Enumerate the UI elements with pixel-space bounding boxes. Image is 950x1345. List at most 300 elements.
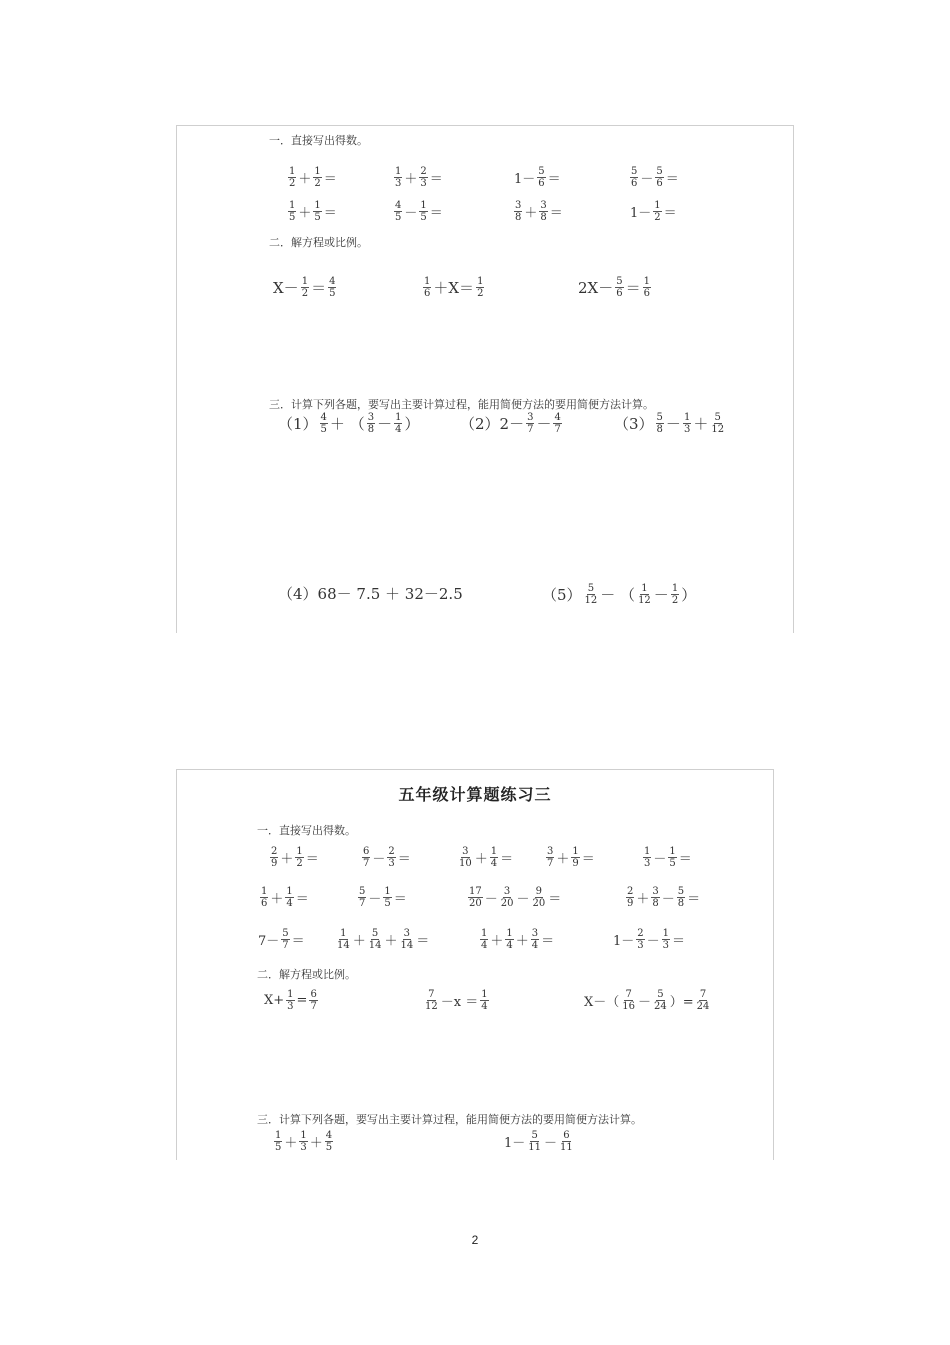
numerator: 5 bbox=[656, 166, 663, 177]
direct-answer-item bbox=[513, 200, 564, 223]
expression-text: ＝ bbox=[295, 892, 309, 907]
denominator: 8 bbox=[367, 424, 375, 435]
expression-text: ）= bbox=[669, 995, 694, 1010]
fraction bbox=[653, 989, 668, 1012]
denominator: 6 bbox=[631, 178, 638, 189]
fraction bbox=[476, 276, 484, 299]
fraction bbox=[514, 200, 522, 223]
calculation-item bbox=[541, 583, 697, 606]
expression-text: － bbox=[377, 415, 393, 433]
fraction bbox=[419, 200, 427, 223]
expression-text: － bbox=[665, 415, 681, 433]
fraction bbox=[313, 200, 321, 223]
direct-answer-item bbox=[287, 166, 338, 189]
expression-text: 1－ bbox=[514, 172, 536, 187]
expression-text: ＝ bbox=[541, 934, 555, 949]
expression-text: （4）68－ 7.5 ＋ 32－2.5 bbox=[278, 585, 463, 603]
expression-text: ＋ bbox=[515, 934, 529, 949]
fraction bbox=[313, 166, 321, 189]
numerator: 1 bbox=[644, 846, 651, 857]
expression-text: ＝ bbox=[397, 852, 411, 867]
fraction bbox=[286, 989, 294, 1012]
numerator: 3 bbox=[503, 886, 511, 897]
fraction bbox=[270, 846, 278, 869]
fraction bbox=[643, 276, 651, 299]
denominator: 4 bbox=[395, 424, 402, 435]
denominator: 2 bbox=[654, 212, 661, 223]
denominator: 6 bbox=[616, 288, 623, 299]
expression-text: ＋ bbox=[298, 172, 312, 187]
denominator: 2 bbox=[301, 288, 309, 299]
denominator: 12 bbox=[584, 595, 598, 606]
fraction bbox=[368, 928, 383, 951]
section-2-heading: 二．解方程或比例。 bbox=[269, 236, 368, 249]
numerator: 5 bbox=[587, 583, 595, 594]
denominator: 3 bbox=[300, 1142, 307, 1153]
direct-answer-item bbox=[259, 886, 310, 909]
fraction bbox=[683, 412, 691, 435]
fraction bbox=[400, 928, 415, 951]
denominator: 20 bbox=[469, 898, 482, 909]
fraction bbox=[527, 1130, 542, 1153]
numerator: 1 bbox=[481, 989, 488, 1000]
page-number: 2 bbox=[471, 1233, 479, 1247]
expression-text: ＋ （ bbox=[329, 415, 365, 433]
equation-item bbox=[263, 989, 319, 1012]
numerator: 1 bbox=[289, 166, 296, 177]
expression-text: ＝ bbox=[581, 852, 595, 867]
numerator: 3 bbox=[403, 928, 411, 939]
fraction bbox=[301, 276, 309, 299]
expression-text: ＋ bbox=[474, 852, 488, 867]
fraction bbox=[458, 846, 473, 869]
expression-text: ＝ bbox=[548, 892, 562, 907]
expression-text: 1－ bbox=[613, 934, 635, 949]
numerator: 1 bbox=[481, 928, 488, 939]
fraction bbox=[710, 412, 725, 435]
numerator: 3 bbox=[547, 846, 554, 857]
fraction bbox=[643, 846, 651, 869]
denominator: 3 bbox=[662, 940, 670, 951]
expression-text: － bbox=[653, 586, 669, 604]
worksheet-title: 五年级计算题练习三 bbox=[398, 785, 552, 804]
denominator: 14 bbox=[337, 940, 350, 951]
fraction bbox=[295, 846, 303, 869]
denominator: 8 bbox=[515, 212, 522, 223]
numerator: 7 bbox=[699, 989, 707, 1000]
denominator: 3 bbox=[395, 178, 402, 189]
denominator: 9 bbox=[572, 858, 579, 869]
direct-answer-item bbox=[393, 200, 444, 223]
expression-text: X－ bbox=[273, 279, 299, 297]
numerator: 5 bbox=[282, 928, 289, 939]
numerator: 1 bbox=[289, 200, 296, 211]
denominator: 6 bbox=[424, 288, 431, 299]
denominator: 12 bbox=[425, 1001, 438, 1012]
section-1-heading: 一．直接写出得数。 bbox=[269, 134, 368, 147]
numerator: 2 bbox=[388, 846, 395, 857]
numerator: 5 bbox=[631, 166, 638, 177]
expression-text: ＝ bbox=[687, 892, 701, 907]
denominator: 4 bbox=[481, 1001, 488, 1012]
numerator: 2 bbox=[637, 928, 644, 939]
numerator: 1 bbox=[314, 166, 321, 177]
fraction bbox=[490, 846, 498, 869]
calculation-item bbox=[503, 1130, 575, 1153]
denominator: 2 bbox=[314, 178, 321, 189]
equation-item bbox=[577, 276, 652, 299]
expression-text: －x ＝ bbox=[440, 995, 479, 1010]
fraction bbox=[584, 583, 599, 606]
numerator: 2 bbox=[420, 166, 427, 177]
expression-text: ＋ bbox=[280, 852, 294, 867]
expression-text: － bbox=[544, 1136, 558, 1151]
direct-answer-item bbox=[625, 886, 701, 909]
fraction bbox=[671, 583, 679, 606]
numerator: 6 bbox=[563, 1130, 570, 1141]
numerator: 1 bbox=[420, 200, 427, 211]
denominator: 11 bbox=[528, 1142, 542, 1153]
direct-answer-item bbox=[393, 166, 444, 189]
numerator: 1 bbox=[641, 583, 648, 594]
expression-text: ＝ bbox=[323, 206, 337, 221]
fraction bbox=[651, 886, 659, 909]
denominator: 9 bbox=[271, 858, 278, 869]
numerator: 1 bbox=[301, 276, 309, 287]
denominator: 5 bbox=[395, 212, 402, 223]
expression-text: （3） bbox=[614, 415, 654, 433]
direct-answer-item bbox=[335, 928, 430, 951]
fraction bbox=[274, 1130, 282, 1153]
fraction bbox=[559, 1130, 574, 1153]
fraction bbox=[320, 412, 328, 435]
fraction bbox=[621, 989, 636, 1012]
fraction bbox=[281, 928, 289, 951]
denominator: 6 bbox=[643, 288, 650, 299]
direct-answer-item bbox=[642, 846, 693, 869]
numerator: 1 bbox=[286, 886, 293, 897]
expression-text: ＝ bbox=[549, 206, 563, 221]
fraction bbox=[299, 1130, 307, 1153]
direct-answer-item bbox=[361, 846, 412, 869]
numerator: 1 bbox=[643, 276, 650, 287]
fraction bbox=[423, 276, 431, 299]
denominator: 3 bbox=[683, 424, 691, 435]
numerator: 5 bbox=[531, 1130, 538, 1141]
denominator: 8 bbox=[677, 898, 685, 909]
fraction bbox=[367, 412, 375, 435]
expression-text: （1） bbox=[278, 415, 318, 433]
expression-text: X+ bbox=[264, 993, 285, 1008]
expression-text: ＝ bbox=[663, 206, 677, 221]
fraction bbox=[394, 200, 402, 223]
numerator: 1 bbox=[395, 166, 402, 177]
expression-text: ＋ bbox=[524, 206, 538, 221]
fraction bbox=[328, 276, 336, 299]
expression-text: － （ bbox=[600, 586, 636, 604]
section-3-heading: 三．计算下列各题，要写出主要计算过程，能用简便方法的要用简便方法计算。 bbox=[269, 398, 654, 411]
denominator: 5 bbox=[329, 288, 336, 299]
direct-answer-item bbox=[545, 846, 596, 869]
expression-text: ＋ bbox=[384, 934, 398, 949]
calculation-item bbox=[277, 412, 420, 435]
fraction bbox=[553, 412, 561, 435]
numerator: 5 bbox=[677, 886, 685, 897]
fraction bbox=[677, 886, 685, 909]
fraction bbox=[260, 886, 268, 909]
expression-text: ＝ bbox=[665, 172, 679, 187]
fraction bbox=[696, 989, 711, 1012]
expression-text: － bbox=[516, 892, 530, 907]
numerator: 2 bbox=[627, 886, 634, 897]
denominator: 3 bbox=[388, 858, 395, 869]
calculation-item bbox=[277, 583, 464, 604]
numerator: 5 bbox=[657, 989, 664, 1000]
fraction bbox=[526, 412, 534, 435]
numerator: 4 bbox=[554, 412, 561, 423]
fraction bbox=[531, 928, 539, 951]
expression-text: ） bbox=[404, 415, 420, 433]
expression-text: 1－ bbox=[504, 1136, 526, 1151]
denominator: 7 bbox=[282, 940, 289, 951]
expression-text: ＋ bbox=[298, 206, 312, 221]
fraction bbox=[358, 886, 366, 909]
expression-text: － bbox=[640, 172, 654, 187]
denominator: 2 bbox=[296, 858, 303, 869]
direct-answer-item bbox=[357, 886, 408, 909]
fraction bbox=[571, 846, 579, 869]
expression-text: ＋ bbox=[309, 1136, 323, 1151]
denominator: 6 bbox=[538, 178, 545, 189]
numerator: 4 bbox=[329, 276, 336, 287]
expression-text: － bbox=[372, 852, 386, 867]
fraction bbox=[537, 166, 545, 189]
expression-text: ＝ bbox=[429, 206, 443, 221]
numerator: 1 bbox=[314, 200, 321, 211]
fraction bbox=[539, 200, 547, 223]
direct-answer-item bbox=[257, 928, 306, 951]
direct-answer-item bbox=[479, 928, 555, 951]
denominator: 7 bbox=[359, 898, 366, 909]
expression-text: ＝ bbox=[323, 172, 337, 187]
numerator: 3 bbox=[531, 928, 539, 939]
numerator: 3 bbox=[652, 886, 659, 897]
direct-answer-item bbox=[629, 200, 678, 223]
denominator: 24 bbox=[696, 1001, 710, 1012]
fraction bbox=[662, 928, 670, 951]
expression-text: － bbox=[638, 995, 652, 1010]
fraction bbox=[325, 1130, 333, 1153]
numerator: 6 bbox=[310, 989, 317, 1000]
numerator: 1 bbox=[384, 886, 391, 897]
numerator: 1 bbox=[506, 928, 513, 939]
numerator: 7 bbox=[428, 989, 435, 1000]
fraction bbox=[394, 166, 402, 189]
section-1-heading: 一．直接写出得数。 bbox=[257, 824, 356, 837]
numerator: 17 bbox=[469, 886, 482, 897]
denominator: 6 bbox=[261, 898, 268, 909]
expression-text: － bbox=[653, 852, 667, 867]
numerator: 9 bbox=[535, 886, 543, 897]
denominator: 11 bbox=[560, 1142, 573, 1153]
denominator: 7 bbox=[363, 858, 370, 869]
numerator: 5 bbox=[538, 166, 545, 177]
denominator: 5 bbox=[289, 212, 296, 223]
numerator: 5 bbox=[616, 276, 623, 287]
fraction bbox=[655, 166, 663, 189]
fraction bbox=[653, 200, 661, 223]
denominator: 2 bbox=[477, 288, 484, 299]
expression-text: （5） bbox=[542, 586, 582, 604]
numerator: 7 bbox=[625, 989, 632, 1000]
denominator: 14 bbox=[400, 940, 414, 951]
fraction bbox=[480, 989, 488, 1012]
numerator: 1 bbox=[654, 200, 661, 211]
denominator: 9 bbox=[627, 898, 634, 909]
denominator: 5 bbox=[420, 212, 427, 223]
equation-item bbox=[272, 276, 337, 299]
expression-text: （2）2－ bbox=[460, 415, 525, 433]
denominator: 5 bbox=[320, 424, 327, 435]
expression-text: ＝ bbox=[678, 852, 692, 867]
direct-answer-item bbox=[269, 846, 320, 869]
numerator: 1 bbox=[477, 276, 484, 287]
denominator: 4 bbox=[531, 940, 539, 951]
numerator: 5 bbox=[371, 928, 379, 939]
numerator: 6 bbox=[363, 846, 370, 857]
fraction bbox=[615, 276, 623, 299]
denominator: 16 bbox=[622, 1001, 635, 1012]
denominator: 7 bbox=[527, 424, 534, 435]
numerator: 3 bbox=[515, 200, 522, 211]
fraction bbox=[336, 928, 351, 951]
expression-text: ＝ bbox=[625, 279, 641, 297]
expression-text: ＝ bbox=[416, 934, 430, 949]
expression-text: ＋ bbox=[404, 172, 418, 187]
fraction bbox=[288, 200, 296, 223]
direct-answer-item bbox=[612, 928, 686, 951]
denominator: 5 bbox=[325, 1142, 333, 1153]
calculation-item bbox=[459, 412, 563, 435]
numerator: 1 bbox=[683, 412, 691, 423]
expression-text: 7－ bbox=[258, 934, 280, 949]
fraction bbox=[505, 928, 513, 951]
expression-text: － bbox=[484, 892, 498, 907]
expression-text: － bbox=[368, 892, 382, 907]
expression-text: ＋ bbox=[284, 1136, 298, 1151]
numerator: 1 bbox=[662, 928, 670, 939]
fraction bbox=[394, 412, 402, 435]
numerator: 3 bbox=[462, 846, 469, 857]
fraction bbox=[656, 412, 664, 435]
expression-text: ＝ bbox=[500, 852, 514, 867]
numerator: 5 bbox=[656, 412, 663, 423]
numerator: 1 bbox=[261, 886, 268, 897]
denominator: 4 bbox=[286, 898, 293, 909]
expression-text: ＝ bbox=[305, 852, 319, 867]
fraction bbox=[362, 846, 370, 869]
expression-text: ＋ bbox=[490, 934, 504, 949]
numerator: 4 bbox=[325, 1130, 333, 1141]
equation-item bbox=[583, 989, 711, 1012]
expression-text: ＝ bbox=[393, 892, 407, 907]
denominator: 5 bbox=[384, 898, 391, 909]
direct-answer-item bbox=[457, 846, 514, 869]
numerator: 5 bbox=[714, 412, 721, 423]
numerator: 1 bbox=[296, 846, 303, 857]
denominator: 24 bbox=[654, 1001, 667, 1012]
expression-text: － bbox=[646, 934, 660, 949]
fraction bbox=[309, 989, 317, 1012]
direct-answer-item bbox=[287, 200, 338, 223]
fraction bbox=[532, 886, 547, 909]
fraction bbox=[480, 928, 488, 951]
numerator: 3 bbox=[540, 200, 547, 211]
direct-answer-item bbox=[629, 166, 680, 189]
denominator: 7 bbox=[310, 1001, 317, 1012]
section-3-heading: 三．计算下列各题，要写出主要计算过程，能用简便方法的要用简便方法计算。 bbox=[257, 1113, 642, 1126]
numerator: 4 bbox=[395, 200, 402, 211]
fraction bbox=[383, 886, 391, 909]
denominator: 2 bbox=[289, 178, 296, 189]
denominator: 3 bbox=[287, 1001, 294, 1012]
calculation-item bbox=[613, 412, 726, 435]
denominator: 8 bbox=[656, 424, 663, 435]
denominator: 3 bbox=[644, 858, 651, 869]
numerator: 1 bbox=[671, 583, 679, 594]
direct-answer-item bbox=[513, 166, 562, 189]
expression-text: X－（ bbox=[584, 995, 620, 1010]
denominator: 12 bbox=[638, 595, 651, 606]
expression-text: － bbox=[404, 206, 418, 221]
denominator: 8 bbox=[652, 898, 659, 909]
denominator: 6 bbox=[656, 178, 663, 189]
calculation-item bbox=[273, 1130, 334, 1153]
direct-answer-item bbox=[467, 886, 562, 909]
fraction bbox=[419, 166, 427, 189]
equation-item bbox=[423, 989, 490, 1012]
fraction bbox=[468, 886, 483, 909]
numerator: 1 bbox=[300, 1130, 307, 1141]
numerator: 5 bbox=[359, 886, 366, 897]
expression-text: ＋ bbox=[270, 892, 284, 907]
denominator: 20 bbox=[532, 898, 546, 909]
denominator: 4 bbox=[506, 940, 513, 951]
denominator: 3 bbox=[420, 178, 427, 189]
denominator: 5 bbox=[275, 1142, 282, 1153]
numerator: 1 bbox=[275, 1130, 282, 1141]
fraction bbox=[636, 928, 644, 951]
fraction bbox=[285, 886, 293, 909]
expression-text: ＝ bbox=[429, 172, 443, 187]
expression-text: ＋X＝ bbox=[433, 279, 475, 297]
denominator: 20 bbox=[500, 898, 514, 909]
fraction bbox=[546, 846, 554, 869]
worksheet-panel-2 bbox=[176, 769, 774, 1160]
denominator: 12 bbox=[711, 424, 725, 435]
denominator: 5 bbox=[669, 858, 676, 869]
fraction bbox=[424, 989, 439, 1012]
numerator: 3 bbox=[527, 412, 534, 423]
expression-text: 2X－ bbox=[578, 279, 614, 297]
numerator: 1 bbox=[490, 846, 498, 857]
numerator: 1 bbox=[340, 928, 347, 939]
worksheet-panel-1 bbox=[176, 125, 794, 633]
fraction bbox=[387, 846, 395, 869]
expression-text: ＋ bbox=[556, 852, 570, 867]
numerator: 1 bbox=[669, 846, 676, 857]
denominator: 4 bbox=[490, 858, 498, 869]
